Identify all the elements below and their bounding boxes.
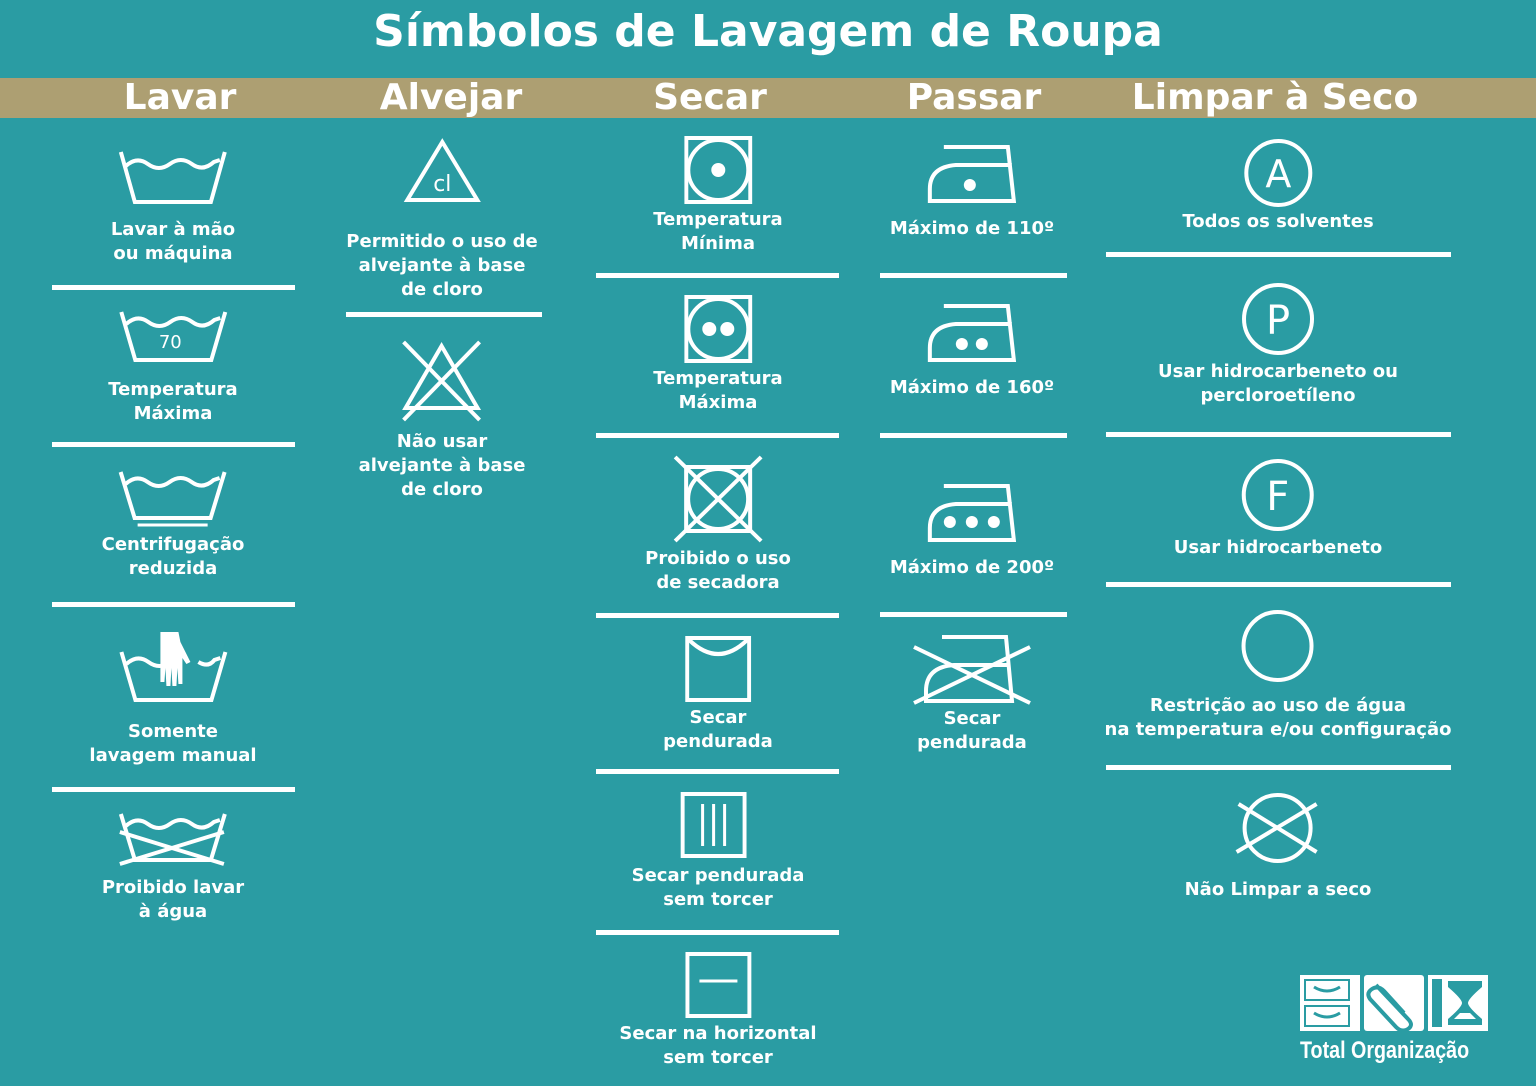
label-line: de secadora	[656, 572, 780, 593]
dry-clean-p-icon	[1241, 282, 1315, 356]
symbol-reduced-spin	[102, 468, 245, 581]
symbol-do-not-wash	[102, 812, 244, 924]
divider	[52, 442, 295, 447]
symbol-tumble-high	[653, 295, 782, 415]
label-line: Restrição ao uso de água	[1149, 695, 1407, 716]
do-not-bleach-icon	[400, 340, 484, 422]
divider	[52, 602, 295, 607]
symbol-no-bleach	[359, 340, 526, 502]
divider	[880, 612, 1067, 617]
symbol-iron-high	[890, 482, 1054, 580]
label-line: Somente	[128, 721, 218, 742]
symbol-dry-clean-a	[1182, 138, 1373, 234]
label-line: Proibido lavar	[101, 877, 245, 898]
divider	[52, 285, 295, 290]
symbol-no-tumble	[645, 455, 791, 595]
dry-clean-a-icon	[1243, 138, 1313, 208]
divider	[596, 433, 839, 438]
label-line: pendurada	[917, 732, 1027, 753]
organizer-logo-icon	[1300, 975, 1490, 1031]
label-line: lavagem manual	[89, 745, 257, 766]
wash-tub-70-icon	[118, 308, 228, 366]
label-line: Permitido o uso de	[346, 231, 538, 252]
divider	[880, 273, 1067, 278]
tumble-dry-low-icon	[684, 136, 752, 204]
label-line: Lavar à mão	[110, 219, 236, 240]
symbol-dry-clean-f	[1174, 458, 1383, 560]
divider	[52, 787, 295, 792]
divider	[596, 613, 839, 618]
label-line: sem torcer	[663, 1047, 773, 1068]
header-lavar: Lavar	[123, 77, 237, 118]
label-line: Máxima	[678, 392, 758, 413]
symbol-no-iron	[910, 633, 1034, 755]
header-limpar-a-seco: Limpar à Seco	[1131, 77, 1419, 118]
symbol-wash	[111, 148, 235, 266]
label-line: Secar	[689, 707, 747, 728]
label-line: pendurada	[663, 731, 773, 752]
symbol-tumble-low	[653, 136, 782, 256]
bleach-triangle-cl-icon	[403, 138, 481, 204]
brand-logo	[1300, 975, 1490, 1065]
do-not-tumble-dry-icon	[673, 455, 763, 543]
label-line: Máximo de 110º	[889, 218, 1055, 239]
wash-tub-underline-icon	[118, 468, 228, 528]
symbol-no-dry-clean	[1185, 792, 1372, 902]
divider	[1106, 582, 1451, 587]
iron-high-icon	[926, 482, 1018, 542]
symbol-wash-70	[108, 308, 237, 426]
label-line: Usar hidrocarbeneto ou	[1158, 361, 1398, 382]
label-line: de cloro	[401, 479, 483, 500]
label-line: Máximo de 160º	[889, 377, 1055, 398]
label-line: à água	[138, 901, 208, 922]
divider	[346, 312, 542, 317]
label-line: Secar na horizontal	[619, 1023, 817, 1044]
label-line: Não usar	[396, 431, 488, 452]
iron-low-icon	[926, 143, 1018, 203]
divider	[1106, 765, 1451, 770]
divider	[1106, 432, 1451, 437]
symbol-iron-low	[890, 143, 1054, 241]
line-dry-icon	[685, 636, 751, 702]
label-line: Temperatura	[653, 368, 783, 389]
do-not-dry-clean-icon	[1235, 792, 1321, 864]
label-line: sem torcer	[663, 889, 773, 910]
header-secar: Secar	[653, 77, 767, 118]
dry-clean-f-icon	[1241, 458, 1315, 532]
brand-name: Total Organização	[1300, 1037, 1470, 1064]
dry-flat-icon	[685, 952, 751, 1018]
label-line: Secar pendurada	[631, 865, 805, 886]
label-line: Temperatura	[108, 379, 238, 400]
symbol-drip-dry	[628, 792, 805, 912]
do-not-iron-icon	[910, 633, 1034, 707]
label-line: ou máquina	[113, 243, 233, 264]
divider	[1106, 252, 1451, 257]
page-title: Símbolos de Lavagem de Roupa	[373, 6, 1163, 57]
label-line: Máxima	[133, 403, 213, 424]
symbol-dry-flat	[619, 952, 816, 1070]
wet-clean-icon	[1240, 608, 1316, 684]
symbol-wet-clean	[1105, 608, 1452, 742]
header-alvejar: Alvejar	[379, 77, 523, 118]
label-line: alvejante à base	[358, 455, 526, 476]
symbol-dry-clean-p	[1158, 282, 1398, 408]
label-line: Todos os solventes	[1182, 211, 1374, 232]
drip-dry-icon	[681, 792, 747, 858]
symbol-chlorine-bleach	[346, 138, 537, 302]
category-header-band	[0, 78, 1536, 118]
label-line: Mínima	[681, 233, 755, 254]
label-line: reduzida	[128, 558, 218, 579]
label-line: Centrifugação	[101, 534, 245, 555]
svg-text:cl: cl	[432, 172, 452, 197]
divider	[596, 769, 839, 774]
label-line: Proibido o uso	[645, 548, 791, 569]
label-line: na temperatura e/ou configuração	[1104, 719, 1452, 740]
label-line: Usar hidrocarbeneto	[1173, 537, 1383, 558]
iron-medium-icon	[926, 302, 1018, 362]
divider	[880, 433, 1067, 438]
label-line: alvejante à base	[358, 255, 526, 276]
tumble-dry-high-icon	[684, 295, 752, 363]
divider	[596, 273, 839, 278]
svg-text:A: A	[1265, 152, 1291, 196]
label-line: Não Limpar a seco	[1184, 879, 1372, 900]
header-passar: Passar	[906, 77, 1042, 118]
label-line: percloroetíleno	[1200, 385, 1356, 406]
svg-text:P: P	[1265, 298, 1291, 344]
label-line: de cloro	[401, 279, 483, 300]
svg-text:70: 70	[158, 332, 182, 353]
divider	[596, 930, 839, 935]
symbol-line-dry	[663, 636, 773, 754]
wash-tub-icon	[118, 148, 228, 206]
label-line: Secar	[943, 708, 1001, 729]
label-line: Temperatura	[653, 209, 783, 230]
do-not-wash-icon	[118, 812, 228, 868]
symbol-iron-medium	[890, 302, 1054, 400]
symbol-hand-wash	[89, 628, 256, 768]
svg-text:F: F	[1266, 474, 1290, 520]
label-line: Máximo de 200º	[889, 557, 1055, 578]
hand-wash-icon	[118, 628, 228, 706]
